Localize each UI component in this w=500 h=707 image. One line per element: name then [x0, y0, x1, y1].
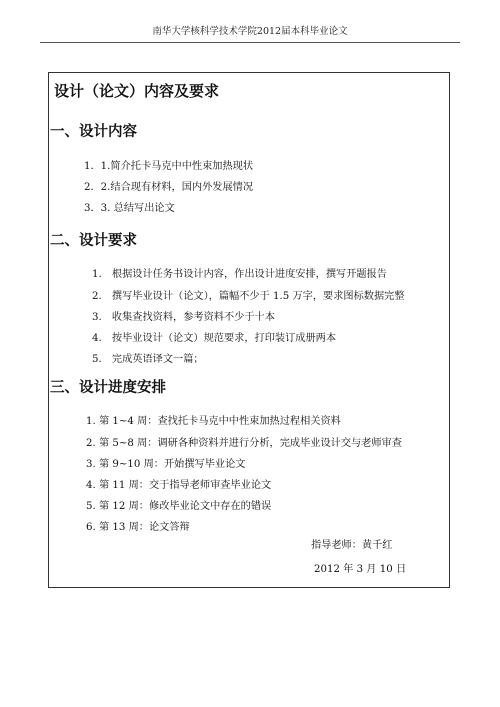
list-item: 4. 按毕业设计（论文）规范要求，打印装订成册两本 — [92, 333, 337, 344]
list-item: 3. 第 9~10 周：开始撰写毕业论文 — [86, 459, 246, 470]
list-item: 1. 第 1~4 周：查找托卡马克中中性束加热过程相关资料 — [86, 416, 341, 427]
section-heading-design-requirements: 二、设计要求 — [50, 232, 137, 249]
section-heading-schedule: 三、设计进度安排 — [50, 379, 166, 396]
list-item: 1．1.简介托卡马克中中性束加热现状 — [84, 161, 254, 172]
page-header: 南华大学核科学技术学院2012届本科毕业论文 — [152, 26, 348, 37]
advisor-signature: 指导老师：黄千红 — [311, 540, 393, 551]
list-item: 2. 第 5~8 周：调研各种资料并进行分析，完成毕业设计交与老师审查 — [86, 438, 402, 449]
list-item: 6. 第 13 周：论文答辩 — [86, 522, 190, 533]
list-item: 5. 完成英语译文一篇； — [92, 354, 204, 365]
list-item: 2. 撰写毕业设计（论文），篇幅不少于 1.5 万字，要求图标数据完整 — [92, 291, 405, 302]
list-item: 3. 收集查找资料，参考资料不少于十本 — [92, 312, 275, 323]
list-item: 3．3. 总结写出论文 — [84, 203, 175, 214]
document-title: 设计（论文）内容及要求 — [54, 82, 220, 100]
list-item: 2．2.结合现有材料，国内外发展情况 — [84, 182, 254, 193]
list-item: 5. 第 12 周：修改毕业论文中存在的错误 — [86, 501, 272, 512]
header-divider — [40, 42, 460, 43]
list-item: 1. 根据设计任务书设计内容，作出设计进度安排，撰写开题报告 — [92, 269, 387, 280]
list-item: 4. 第 11 周：交于指导老师审查毕业论文 — [86, 480, 272, 491]
signature-date: 2012 年 3 月 10 日 — [314, 564, 407, 575]
section-heading-design-content: 一、设计内容 — [50, 123, 137, 140]
